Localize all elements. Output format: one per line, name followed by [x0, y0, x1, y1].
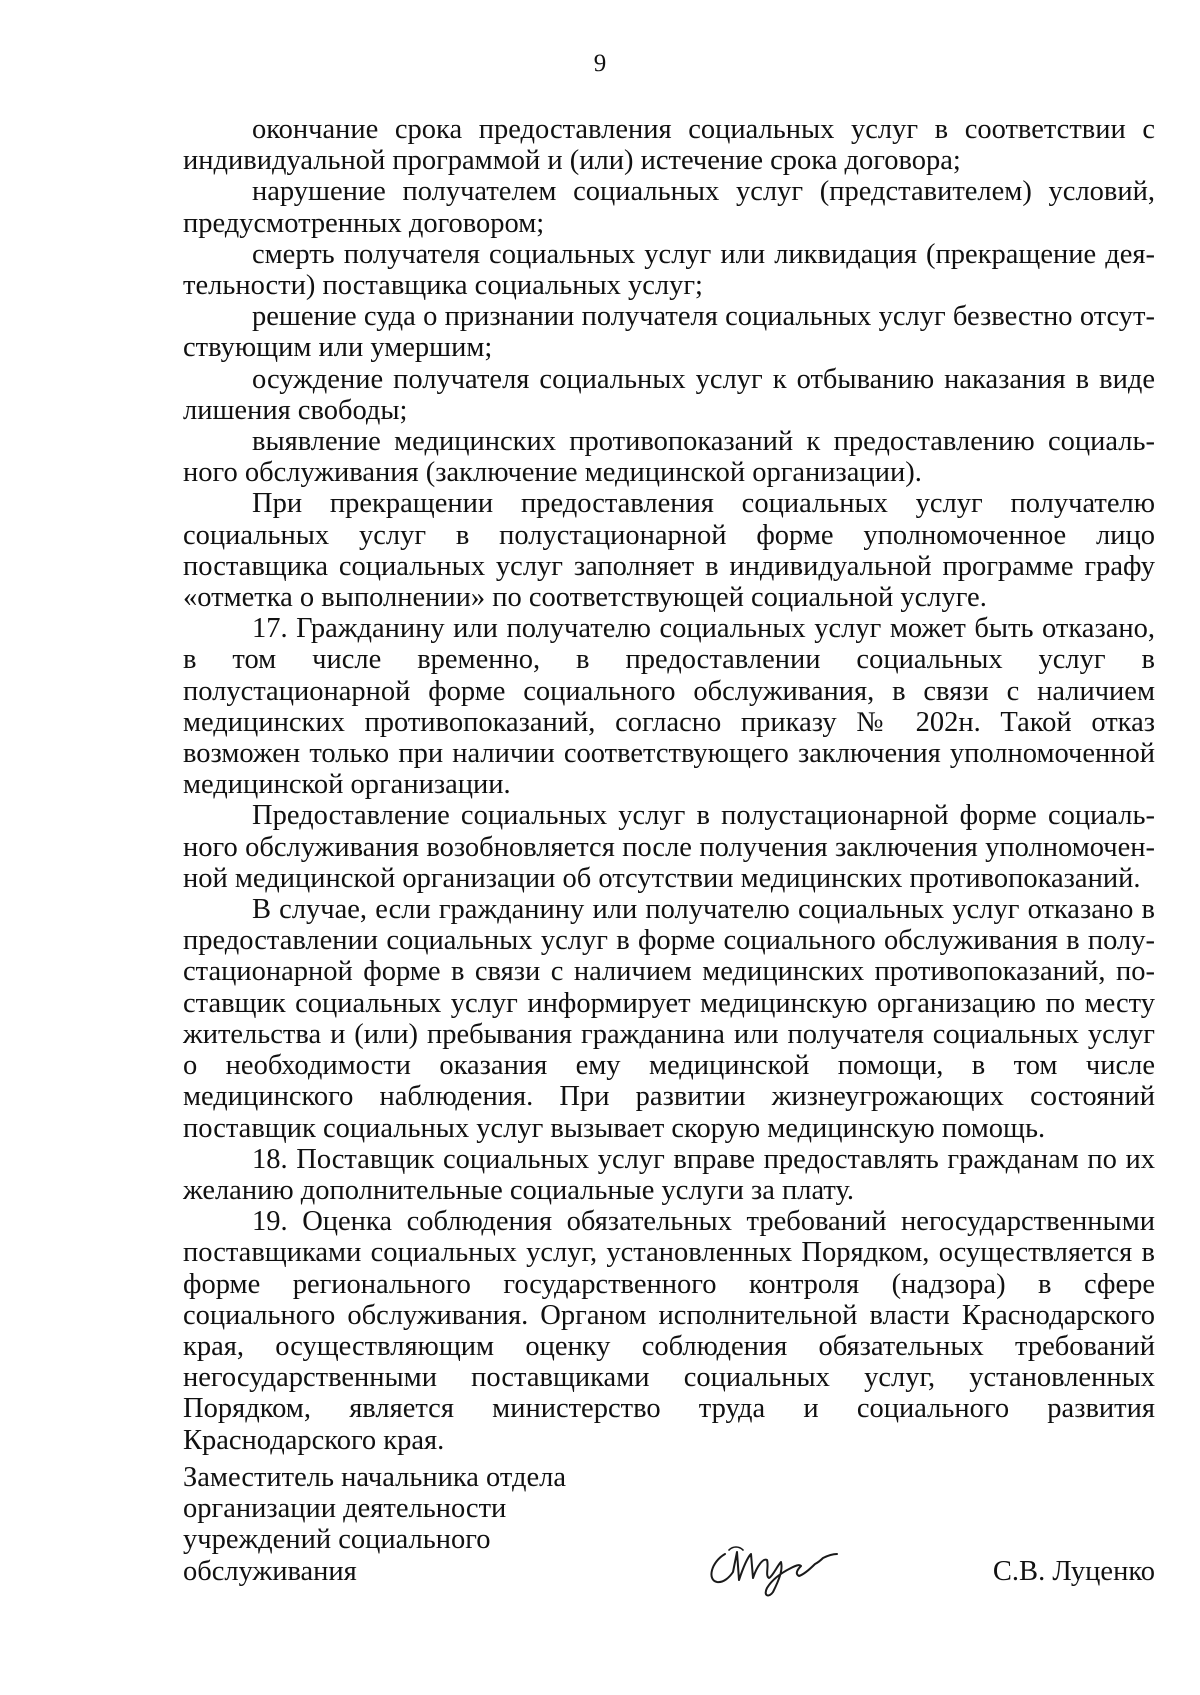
paragraph-termination-procedure: При прекращении предоставления социальных услуг получателю социальных услуг в полустационарной форме уполномоченное лицо поставщика социальных услуг заполняет в индивидуальной программе графу «отметка о выполнении» по соответствующей социальной услуге.	[183, 488, 1155, 614]
handwritten-signature	[703, 1532, 863, 1602]
paragraph-end-of-term: окончание срока предоставления социальных услуг в соответствии с индивидуальной программой и (или) истечение срока договора;	[183, 114, 1155, 177]
paragraph-court-decision: решение суда о признании получателя социальных услуг безвестно отсутствующим или умершим;	[183, 301, 1155, 364]
page-number: 9	[593, 50, 607, 77]
signer-position	[183, 1462, 603, 1587]
paragraph-resumption: Предоставление социальных услуг в полустационарной форме социального обслуживания возобновляется после получения заключения уполномоченной медицинской организации об отсутствии медицинских противопоказаний.	[183, 800, 1155, 894]
paragraph-clause-17: 17. Гражданину или получателю социальных услуг может быть отказано, в том числе временно, в предоставлении социальных услуг в полустационарной форме социального обслуживания, в связи с наличием медицинских противопоказаний, согласно приказу № 202н. Такой отказ возможен только при наличии соответствующего заключения уполномоченной медицинской организации.	[183, 613, 1155, 801]
paragraph-clause-19: 19. Оценка соблюдения обязательных требований негосударственными поставщиками социальных услуг, установленных Порядком, осуществляется в форме регионального государственного контроля (надзора) в сфере социального обслуживания. Органом исполнительной власти Краснодарского края, осуществляющим оценку соблюдения обязательных требований негосударственными поставщиками социальных услуг, установленных Порядком, является министерство труда и социального развития Краснодарского края.	[183, 1206, 1155, 1456]
paragraph-refusal-notification: В случае, если гражданину или получателю социальных услуг отказано в предоставлении социальных услуг в форме социального обслуживания в полустационарной форме в связи с наличием медицинских противопоказаний, поставщик социальных услуг информирует медицинскую организацию по месту жительства и (или) пребывания гражданина или получателя социальных услуг о необходимости оказания ему медицинской помощи, в том числе медицинского наблюдения. При развитии жизнеугрожающих состояний поставщик социальных услуг вызывает скорую медицинскую помощь.	[183, 894, 1155, 1144]
paragraph-conviction: осуждение получателя социальных услуг к отбыванию наказания в виде лишения свободы;	[183, 363, 1155, 426]
signer-position-line: учреждений социального	[183, 1524, 491, 1556]
signer-name: С.В. Луценко	[992, 1556, 1155, 1587]
paragraph-contract-violation: нарушение получателем социальных услуг (представителем) условий, предусмотренных договором;	[183, 176, 1155, 239]
signer-position-line: обслуживания	[183, 1555, 357, 1587]
signer-position-line: Заместитель начальника отдела	[183, 1462, 567, 1493]
paragraph-death-or-liquidation: смерть получателя социальных услуг или ликвидация (прекращение деятельности) поставщика социальных услуг;	[183, 238, 1155, 302]
paragraph-clause-18: 18. Поставщик социальных услуг вправе предоставлять гражданам по их желанию дополнительные социальные услуги за плату.	[183, 1143, 1155, 1206]
document-body	[183, 114, 1155, 1456]
paragraph-medical-contraindications: выявление медицинских противопоказаний к предоставлению социального обслуживания (заключение медицинской организации).	[183, 426, 1155, 489]
signer-position-line: организации деятельности	[183, 1493, 507, 1525]
signature-block	[183, 1462, 1155, 1592]
